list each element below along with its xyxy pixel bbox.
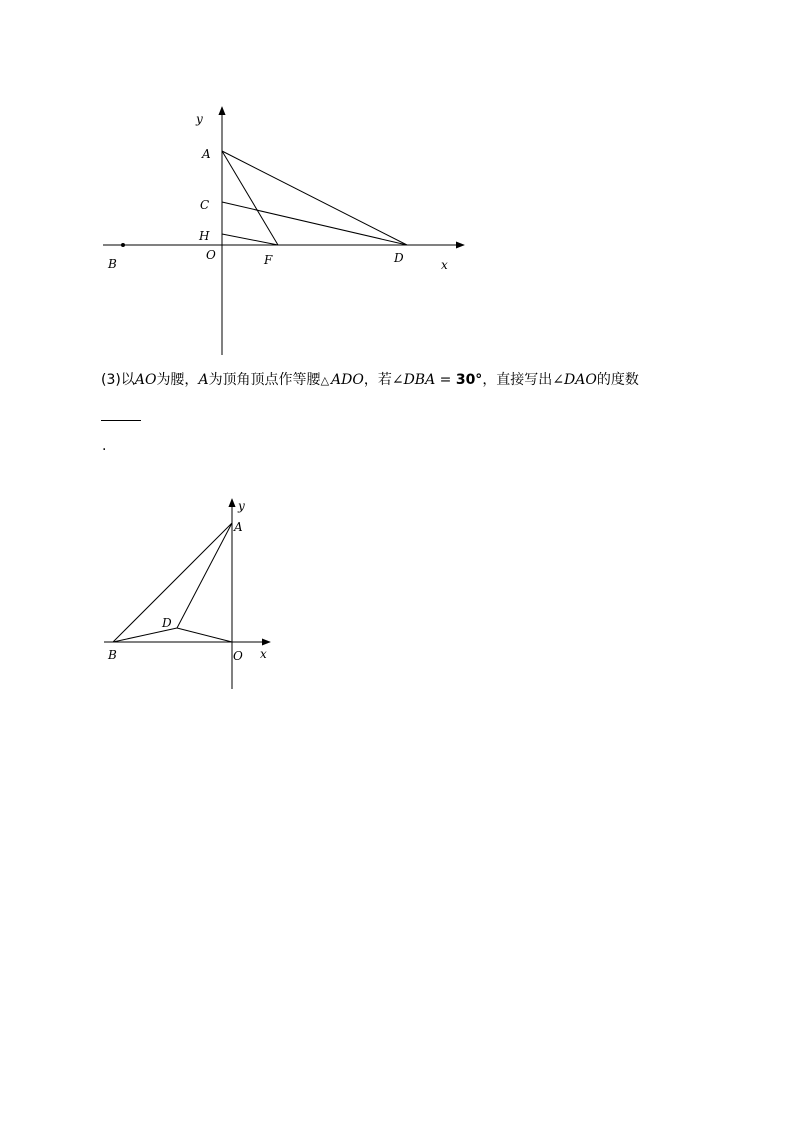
q-angle-ask: ∠DAO bbox=[552, 372, 597, 388]
fig2-segment-DA bbox=[177, 523, 232, 628]
q-angle-value: 30° bbox=[455, 372, 483, 388]
q-text-2: 为顶角顶点作等腰 bbox=[208, 372, 321, 388]
q-text-5: 的度数 bbox=[596, 372, 639, 388]
fig1-label-x: x bbox=[441, 258, 448, 272]
fig1-label-C: C bbox=[200, 198, 210, 212]
fig2-label-O: O bbox=[233, 649, 243, 663]
q-text-1: 为腰， bbox=[156, 372, 199, 388]
fig1-label-y: y bbox=[196, 112, 203, 126]
fig1-label-O: O bbox=[206, 248, 216, 262]
fig2-label-x: x bbox=[260, 647, 267, 661]
fig2-label-B: B bbox=[108, 648, 117, 662]
fig1-label-B: B bbox=[108, 257, 117, 271]
q-segment-AO: AO bbox=[134, 372, 157, 388]
q-text-3: ，若 bbox=[363, 372, 392, 388]
fig2-label-A: A bbox=[234, 520, 243, 534]
fig2-segment-BA bbox=[113, 523, 232, 642]
fig2-label-y: y bbox=[238, 499, 245, 513]
q-triangle-symbol: △ bbox=[320, 374, 330, 387]
answer-period: . bbox=[102, 438, 107, 454]
q-point-A: A bbox=[198, 372, 209, 388]
fig1-label-F: F bbox=[264, 253, 273, 267]
fig1-label-A: A bbox=[202, 147, 211, 161]
q-text-4: ，直接写出 bbox=[482, 372, 553, 388]
fig1-label-H: H bbox=[199, 229, 210, 243]
q-angle-condition: ∠DBA = bbox=[391, 372, 456, 388]
fig2-segment-DO bbox=[177, 628, 232, 642]
q-prefix: (3)以 bbox=[101, 372, 135, 388]
fig1-label-D: D bbox=[394, 251, 404, 265]
fig2-segment-BD bbox=[113, 628, 177, 642]
q-triangle-name: ADO bbox=[331, 372, 364, 388]
fig2-label-D: D bbox=[162, 616, 172, 630]
